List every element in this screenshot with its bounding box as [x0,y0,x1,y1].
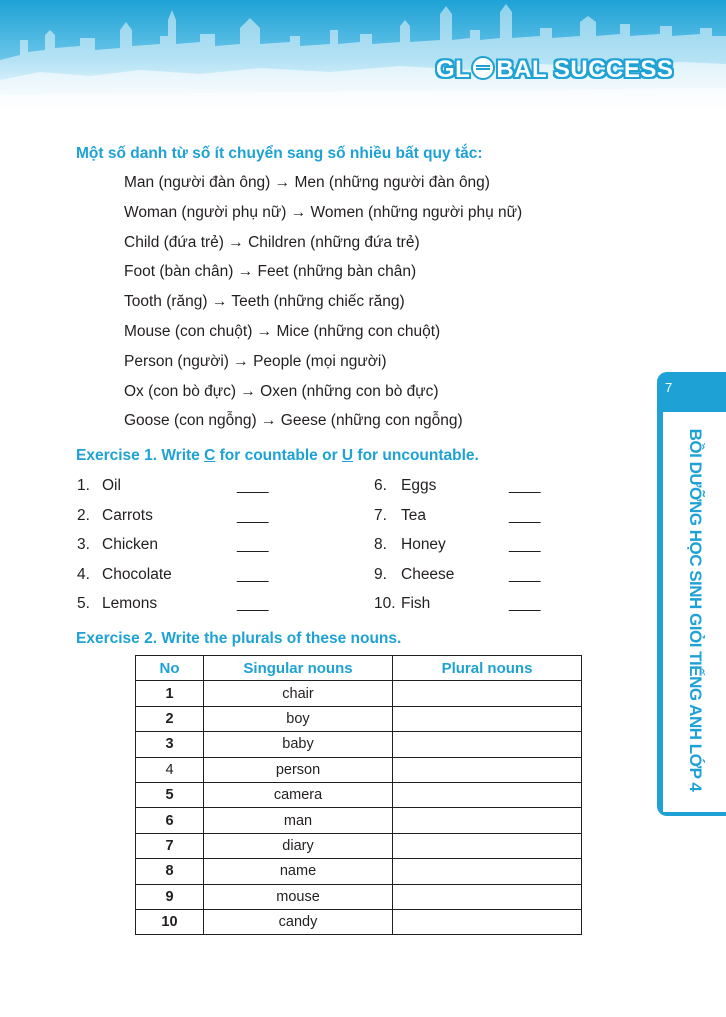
list-item: Tooth (răng) → Teeth (những chiếc răng) [124,293,405,311]
plural-answer-cell[interactable] [393,681,582,706]
column-header-singular: Singular nouns [204,656,393,681]
answer-blank[interactable]: ____ [509,536,540,554]
skyline-illustration [0,0,726,110]
answer-blank[interactable]: ____ [509,595,540,613]
plurals-table [135,655,582,935]
book-title: BỒI DƯỠNG HỌC SINH GIỎI TIẾNG ANH LỚP 4 [686,428,705,792]
column-header-no: No [136,656,204,681]
irregular-plurals-heading: Một số danh từ số ít chuyển sang số nhiều bất quy tắc: [76,145,483,162]
plural-answer-cell[interactable] [393,808,582,833]
globe-icon [471,56,495,80]
table-row: 9 mouse [136,884,582,909]
answer-blank[interactable]: ____ [237,565,268,583]
table-row: 2 boy [136,706,582,731]
list-item: Mouse (con chuột) → Mice (những con chuột) [124,322,441,340]
table-row: 6 man [136,808,582,833]
answer-blank[interactable]: ____ [237,477,268,494]
table-row: 7 diary [136,833,582,858]
table-row: 5 camera [136,782,582,807]
side-tab [657,372,726,816]
list-item: 4. Chocolate ____ [77,564,277,594]
list-item: 10. Fish ____ [374,593,554,623]
page-number: 7 [665,380,673,395]
list-item: 6. Eggs ____ [374,475,554,505]
plural-answer-cell[interactable] [393,909,582,934]
list-item: 8. Honey ____ [374,534,554,564]
answer-blank[interactable]: ____ [237,536,268,554]
list-item: Goose (con ngỗng) → Geese (những con ngỗng) [124,412,463,430]
plural-answer-cell[interactable] [393,833,582,858]
list-item: Foot (bàn chân) → Feet (những bàn chân) [124,263,417,281]
plural-answer-cell[interactable] [393,757,582,782]
table-row: 10 candy [136,909,582,934]
exercise1-title: Exercise 1. Write C for countable or U for uncountable. [76,447,479,464]
answer-blank[interactable]: ____ [237,506,268,524]
list-item: 3. Chicken ____ [77,534,277,564]
list-item: Child (đứa trẻ) → Children (những đứa trẻ) [124,233,420,251]
plural-answer-cell[interactable] [393,859,582,884]
column-header-plural: Plural nouns [393,656,582,681]
plural-answer-cell[interactable] [393,884,582,909]
brand-logo: GL BAL SUCCESS [436,56,674,83]
exercise2-title: Exercise 2. Write the plurals of these nouns. [76,630,402,647]
plural-answer-cell[interactable] [393,732,582,757]
answer-blank[interactable]: ____ [509,477,540,494]
list-item: 9. Cheese ____ [374,564,554,594]
list-item: 1. Oil ____ [77,475,277,505]
list-item: 5. Lemons ____ [77,593,277,623]
exercise1-right-column [374,475,554,623]
list-item: Woman (người phụ nữ) → Women (những người phụ nữ) [124,203,523,221]
list-item: Ox (con bò đực) → Oxen (những con bò đực) [124,382,439,400]
list-item: 2. Carrots ____ [77,505,277,535]
table-header-row [136,656,582,681]
answer-blank[interactable]: ____ [509,506,540,524]
table-row: 8 name [136,859,582,884]
table-row: 3 baby [136,732,582,757]
irregular-plurals-list [124,172,522,440]
plural-answer-cell[interactable] [393,782,582,807]
header-banner [0,0,726,110]
plural-answer-cell[interactable] [393,706,582,731]
answer-blank[interactable]: ____ [237,595,268,613]
list-item: Man (người đàn ông) → Men (những người đàn ông) [124,174,490,191]
page-number-box [657,372,726,408]
answer-blank[interactable]: ____ [509,565,540,583]
table-row: 4 person [136,757,582,782]
list-item: 7. Tea ____ [374,505,554,535]
side-title-panel [663,412,726,812]
list-item: Person (người) → People (mọi người) [124,352,387,370]
table-row: 1 chair [136,681,582,706]
exercise1-left-column [77,475,277,623]
